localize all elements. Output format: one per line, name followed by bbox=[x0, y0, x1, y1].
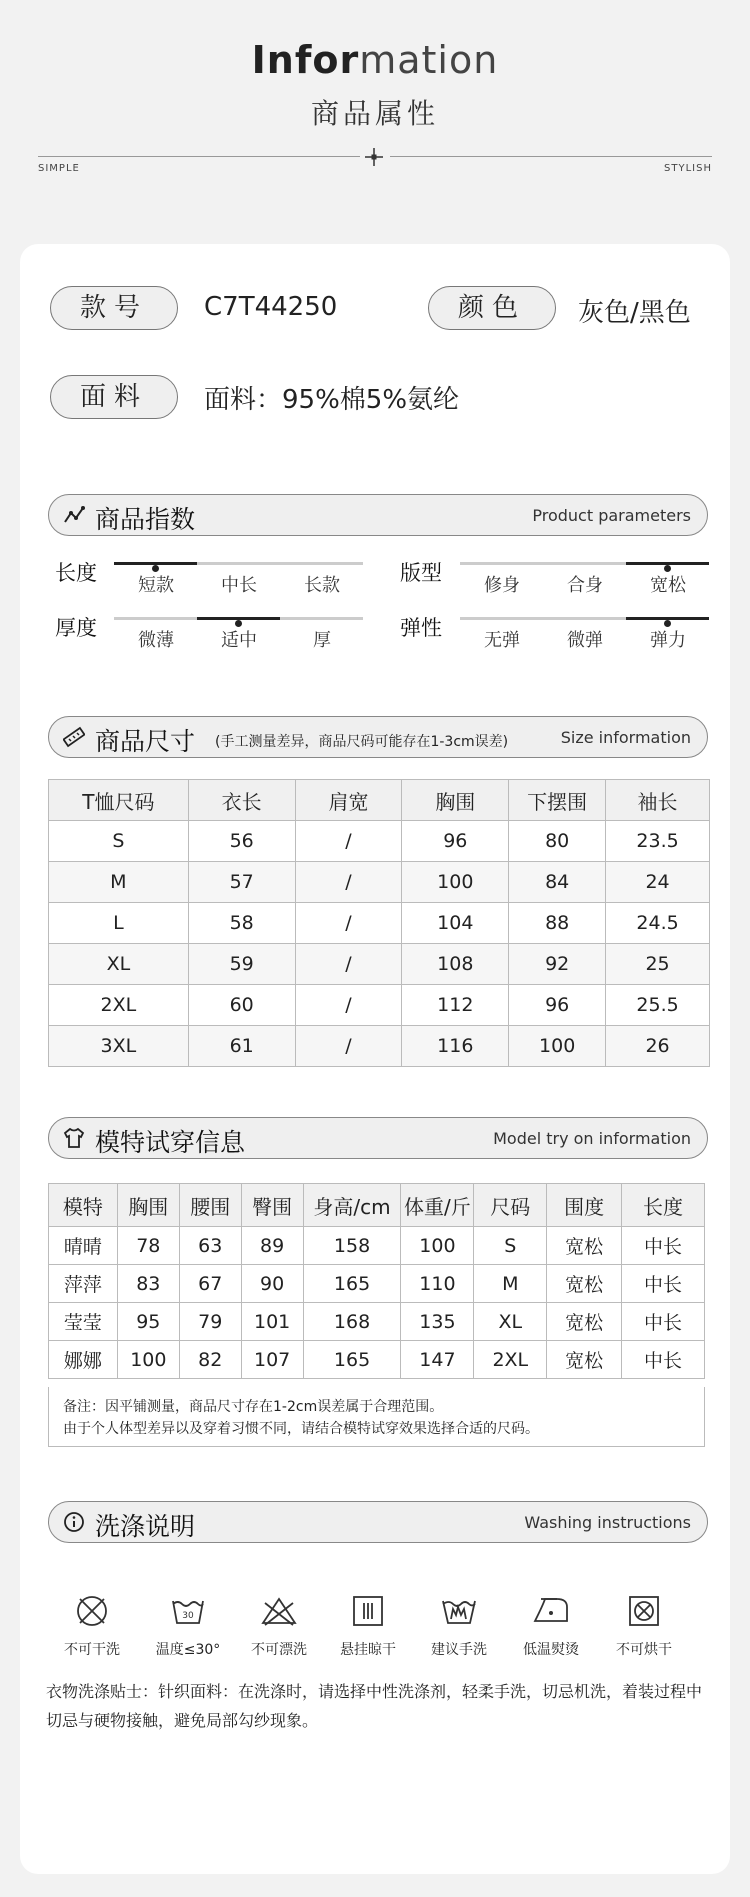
page-subtitle: 商品属性 bbox=[310, 97, 439, 130]
model-cell: 中长 bbox=[622, 1265, 705, 1303]
cross-ornament-icon bbox=[363, 146, 385, 168]
model-en: Model try on information bbox=[493, 1129, 691, 1148]
model-note bbox=[48, 1387, 705, 1447]
model-cell: 宽松 bbox=[547, 1265, 622, 1303]
fabric-label: 面料 bbox=[50, 375, 178, 419]
wash-item bbox=[142, 1591, 234, 1659]
size-row bbox=[49, 985, 710, 1026]
style-no-value: C7T44250 bbox=[204, 292, 338, 322]
size-row bbox=[49, 1026, 710, 1067]
wash-item bbox=[413, 1591, 505, 1659]
size-cell: / bbox=[295, 821, 402, 862]
size-cell: 88 bbox=[509, 903, 606, 944]
size-cell: 25 bbox=[606, 944, 710, 985]
model-cell: 100 bbox=[401, 1227, 474, 1265]
params-en: Product parameters bbox=[532, 506, 691, 525]
wash-tip: 衣物洗涤贴士：针织面料：在洗涤时，请选择中性洗涤剂，轻柔手洗，切忌机洗，着装过程中切忌与硬物接触，避免局部勾纱现象。 bbox=[46, 1682, 703, 1730]
params-section-bar bbox=[48, 494, 708, 536]
title-bold: Infor bbox=[251, 38, 360, 82]
size-cell: 108 bbox=[402, 944, 509, 985]
wash-item-label: 悬挂晾干 bbox=[340, 1642, 396, 1658]
size-cell: S bbox=[49, 821, 189, 862]
wash-item bbox=[505, 1591, 597, 1659]
no-tumble-dry-icon bbox=[624, 1591, 664, 1631]
model-cell: 107 bbox=[241, 1341, 303, 1379]
model-header-cell: 胸围 bbox=[117, 1184, 179, 1227]
model-cell: 79 bbox=[179, 1303, 241, 1341]
size-cell: / bbox=[295, 862, 402, 903]
model-header-cell: 臀围 bbox=[241, 1184, 303, 1227]
param-label: 长度 bbox=[55, 561, 97, 585]
size-cell: 116 bbox=[402, 1026, 509, 1067]
param-option: 弹力 bbox=[650, 630, 686, 651]
trend-icon bbox=[63, 504, 85, 526]
param-label: 厚度 bbox=[55, 616, 97, 640]
model-cell: 娜娜 bbox=[49, 1341, 118, 1379]
page-title bbox=[0, 38, 750, 82]
param-track bbox=[460, 562, 709, 565]
model-cell: 中长 bbox=[622, 1341, 705, 1379]
model-cell: M bbox=[474, 1265, 547, 1303]
param-option: 中长 bbox=[221, 575, 257, 596]
size-cell: 100 bbox=[402, 862, 509, 903]
no-dry-clean-icon bbox=[72, 1591, 112, 1631]
size-cell: 96 bbox=[402, 821, 509, 862]
wash-item-label: 低温熨烫 bbox=[523, 1642, 579, 1658]
model-note-line-2: 由于个人体型差异以及穿着习惯不同，请结合模特试穿效果选择合适的尺码。 bbox=[63, 1421, 539, 1437]
param-option: 宽松 bbox=[650, 575, 686, 596]
wash-item bbox=[233, 1591, 325, 1659]
wash-section-bar bbox=[48, 1501, 708, 1543]
wash-item bbox=[322, 1591, 414, 1659]
param-option: 修身 bbox=[484, 575, 520, 596]
wash-title: 洗涤说明 bbox=[95, 1512, 196, 1541]
model-header-cell: 尺码 bbox=[474, 1184, 547, 1227]
wash-item-label: 不可烘干 bbox=[616, 1642, 672, 1658]
size-cell: 96 bbox=[509, 985, 606, 1026]
size-row bbox=[49, 903, 710, 944]
size-header-cell: T恤尺码 bbox=[49, 780, 189, 821]
model-cell: 83 bbox=[117, 1265, 179, 1303]
model-cell: 宽松 bbox=[547, 1303, 622, 1341]
model-cell: 147 bbox=[401, 1341, 474, 1379]
hang-dry-icon bbox=[348, 1591, 388, 1631]
model-cell: 168 bbox=[303, 1303, 401, 1341]
svg-text:30: 30 bbox=[182, 1611, 194, 1621]
model-cell: 中长 bbox=[622, 1227, 705, 1265]
param-option: 厚 bbox=[313, 630, 331, 651]
size-cell: XL bbox=[49, 944, 189, 985]
no-bleach-icon bbox=[259, 1591, 299, 1631]
model-cell: 100 bbox=[117, 1341, 179, 1379]
size-cell: 23.5 bbox=[606, 821, 710, 862]
param-option: 无弹 bbox=[484, 630, 520, 651]
model-cell: 89 bbox=[241, 1227, 303, 1265]
wash-item-label: 温度≤30° bbox=[155, 1642, 221, 1658]
wash-item-label: 不可漂洗 bbox=[251, 1642, 307, 1658]
size-cell: 25.5 bbox=[606, 985, 710, 1026]
model-cell: 165 bbox=[303, 1341, 401, 1379]
size-cell: / bbox=[295, 985, 402, 1026]
model-header-cell: 长度 bbox=[622, 1184, 705, 1227]
model-row bbox=[49, 1341, 705, 1379]
param-track bbox=[114, 562, 363, 565]
divider-left bbox=[38, 156, 360, 157]
size-table bbox=[48, 779, 710, 1067]
model-cell: 宽松 bbox=[547, 1341, 622, 1379]
tshirt-icon bbox=[63, 1127, 85, 1149]
param-option: 长款 bbox=[304, 575, 340, 596]
size-header-cell: 胸围 bbox=[402, 780, 509, 821]
wash-30-icon bbox=[168, 1591, 208, 1631]
model-header-cell: 身高/cm bbox=[303, 1184, 401, 1227]
model-cell: 165 bbox=[303, 1265, 401, 1303]
size-cell: 3XL bbox=[49, 1026, 189, 1067]
param-label: 版型 bbox=[400, 561, 442, 585]
model-cell: 95 bbox=[117, 1303, 179, 1341]
model-cell: 中长 bbox=[622, 1303, 705, 1341]
model-cell: 158 bbox=[303, 1227, 401, 1265]
model-section-bar bbox=[48, 1117, 708, 1159]
size-cell: 57 bbox=[188, 862, 295, 903]
low-iron-icon bbox=[531, 1591, 571, 1631]
wash-en: Washing instructions bbox=[524, 1513, 691, 1532]
model-row bbox=[49, 1227, 705, 1265]
size-header-cell: 衣长 bbox=[188, 780, 295, 821]
model-cell: 萍萍 bbox=[49, 1265, 118, 1303]
size-header-cell: 袖长 bbox=[606, 780, 710, 821]
model-table bbox=[48, 1183, 705, 1379]
tag-simple: SIMPLE bbox=[38, 163, 80, 174]
size-header-row bbox=[49, 780, 710, 821]
color-label: 颜色 bbox=[428, 286, 556, 330]
param-option: 合身 bbox=[567, 575, 603, 596]
tag-stylish: STYLISH bbox=[664, 163, 712, 174]
model-cell: 82 bbox=[179, 1341, 241, 1379]
model-cell: 莹莹 bbox=[49, 1303, 118, 1341]
model-cell: 101 bbox=[241, 1303, 303, 1341]
ruler-icon bbox=[63, 726, 85, 748]
model-cell: 宽松 bbox=[547, 1227, 622, 1265]
params-title: 商品指数 bbox=[95, 505, 196, 534]
size-note: (手工测量差异，商品尺码可能存在1-3cm误差) bbox=[215, 734, 509, 750]
model-cell: S bbox=[474, 1227, 547, 1265]
size-cell: 104 bbox=[402, 903, 509, 944]
model-title: 模特试穿信息 bbox=[95, 1128, 246, 1157]
model-header-cell: 腰围 bbox=[179, 1184, 241, 1227]
wash-item bbox=[598, 1591, 690, 1659]
size-row bbox=[49, 944, 710, 985]
size-header-cell: 肩宽 bbox=[295, 780, 402, 821]
model-header-cell: 围度 bbox=[547, 1184, 622, 1227]
size-cell: / bbox=[295, 903, 402, 944]
size-cell: / bbox=[295, 1026, 402, 1067]
size-cell: 84 bbox=[509, 862, 606, 903]
wash-item-label: 建议手洗 bbox=[431, 1642, 487, 1658]
hand-wash-icon bbox=[439, 1591, 479, 1631]
title-light: mation bbox=[359, 38, 499, 82]
size-cell: 59 bbox=[188, 944, 295, 985]
model-cell: 135 bbox=[401, 1303, 474, 1341]
size-cell: 60 bbox=[188, 985, 295, 1026]
size-cell: 100 bbox=[509, 1026, 606, 1067]
model-header-cell: 模特 bbox=[49, 1184, 118, 1227]
model-cell: XL bbox=[474, 1303, 547, 1341]
model-header-cell: 体重/斤 bbox=[401, 1184, 474, 1227]
wash-item bbox=[46, 1591, 138, 1659]
size-cell: M bbox=[49, 862, 189, 903]
param-option: 微薄 bbox=[138, 630, 174, 651]
param-option: 适中 bbox=[221, 630, 257, 651]
size-title: 商品尺寸 bbox=[95, 727, 196, 756]
size-cell: 61 bbox=[188, 1026, 295, 1067]
size-cell: 92 bbox=[509, 944, 606, 985]
size-cell: L bbox=[49, 903, 189, 944]
size-section-bar bbox=[48, 716, 708, 758]
model-cell: 90 bbox=[241, 1265, 303, 1303]
param-track bbox=[114, 617, 363, 620]
model-header-row bbox=[49, 1184, 705, 1227]
size-cell: 56 bbox=[188, 821, 295, 862]
model-cell: 67 bbox=[179, 1265, 241, 1303]
size-cell: 24 bbox=[606, 862, 710, 903]
style-no-label: 款号 bbox=[50, 286, 178, 330]
size-header-cell: 下摆围 bbox=[509, 780, 606, 821]
color-value: 灰色/黑色 bbox=[578, 298, 691, 328]
model-row bbox=[49, 1265, 705, 1303]
model-cell: 110 bbox=[401, 1265, 474, 1303]
divider-right bbox=[390, 156, 712, 157]
size-row bbox=[49, 821, 710, 862]
param-track bbox=[460, 617, 709, 620]
size-cell: 2XL bbox=[49, 985, 189, 1026]
model-note-line-1: 备注：因平铺测量，商品尺寸存在1-2cm误差属于合理范围。 bbox=[63, 1399, 444, 1415]
size-row bbox=[49, 862, 710, 903]
info-icon bbox=[63, 1511, 85, 1533]
model-cell: 2XL bbox=[474, 1341, 547, 1379]
model-cell: 78 bbox=[117, 1227, 179, 1265]
model-cell: 晴晴 bbox=[49, 1227, 118, 1265]
param-label: 弹性 bbox=[400, 616, 442, 640]
size-en: Size information bbox=[560, 728, 691, 747]
size-cell: / bbox=[295, 944, 402, 985]
size-cell: 58 bbox=[188, 903, 295, 944]
size-cell: 24.5 bbox=[606, 903, 710, 944]
model-cell: 63 bbox=[179, 1227, 241, 1265]
size-cell: 112 bbox=[402, 985, 509, 1026]
wash-item-label: 不可干洗 bbox=[64, 1642, 120, 1658]
fabric-value: 面料：95%棉5%氨纶 bbox=[204, 385, 460, 415]
model-row bbox=[49, 1303, 705, 1341]
param-option: 短款 bbox=[138, 575, 174, 596]
param-option: 微弹 bbox=[567, 630, 603, 651]
size-cell: 26 bbox=[606, 1026, 710, 1067]
size-cell: 80 bbox=[509, 821, 606, 862]
